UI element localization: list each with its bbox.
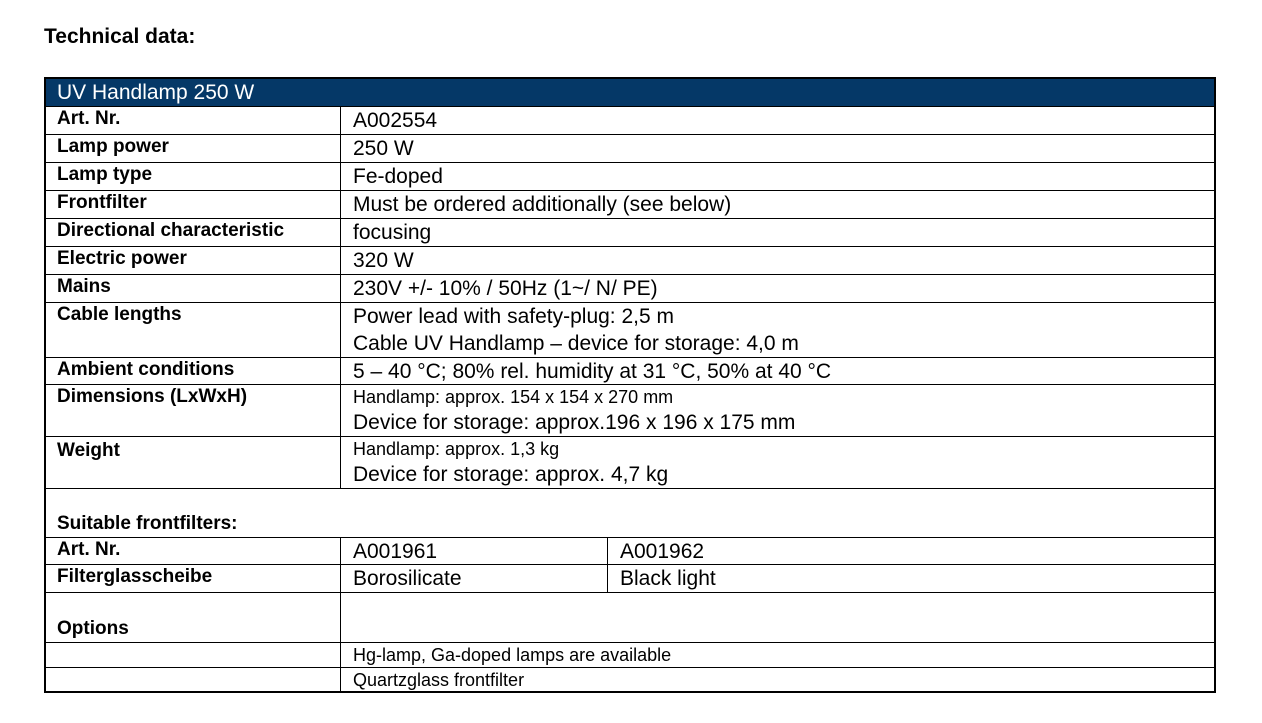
row-label: Lamp type (46, 163, 341, 190)
row-value: A001961 (341, 538, 608, 564)
table-row (46, 274, 1214, 302)
row-value: Black light (620, 567, 716, 590)
table-header: UV Handlamp 250 W (46, 79, 1214, 106)
options-label-text: Options (57, 618, 129, 639)
row-value-text: 5 – 40 °C; 80% rel. humidity at 31 °C, 50% at 40 °C (353, 360, 832, 383)
table-row (46, 436, 1214, 488)
row-value: A001962 (620, 540, 705, 563)
row-label: Dimensions (LxWxH) (46, 385, 341, 436)
row-value (341, 107, 1214, 134)
row-value (341, 593, 1214, 642)
option-item: Hg-lamp, Ga-doped lamps are available (353, 645, 672, 665)
row-value-text: Must be ordered additionally (see below) (353, 193, 732, 216)
table-row (46, 218, 1214, 246)
row-value (341, 385, 1214, 436)
table-row (46, 190, 1214, 218)
row-label: Art. Nr. (46, 538, 341, 564)
frontfilters-section-label: Suitable frontfilters: (57, 513, 238, 534)
table-row (46, 564, 1214, 592)
row-value: Borosilicate (341, 565, 608, 592)
row-label: Frontfilter (46, 191, 341, 218)
row-value-text: A002554 (353, 109, 438, 132)
options-label (46, 593, 341, 642)
row-label (46, 643, 341, 667)
row-label (46, 668, 341, 691)
frontfilters-section-row (46, 488, 1214, 537)
row-label: Art. Nr. (46, 107, 341, 134)
table-row (46, 537, 1214, 564)
row-value-text: 250 W (353, 137, 414, 160)
row-value-text: Cable UV Handlamp – device for storage: 4,0 m (353, 332, 799, 355)
table-row (46, 134, 1214, 162)
options-row (46, 592, 1214, 642)
table-row (46, 162, 1214, 190)
row-value (341, 437, 1214, 488)
row-value (341, 358, 1214, 384)
option-item: Quartzglass frontfilter (353, 670, 525, 690)
table-row (46, 667, 1214, 691)
row-value (341, 247, 1214, 274)
row-value (341, 163, 1214, 190)
row-value-text: Handlamp: approx. 1,3 kg (353, 439, 560, 459)
row-value (341, 135, 1214, 162)
table-row (46, 106, 1214, 134)
row-label: Lamp power (46, 135, 341, 162)
row-label: Directional characteristic (46, 219, 341, 246)
row-value (341, 219, 1214, 246)
technical-data-table (44, 77, 1216, 693)
row-label: Filterglasscheibe (46, 565, 341, 592)
table-row (46, 302, 1214, 357)
row-value (341, 275, 1214, 302)
row-value-text: Device for storage: approx. 4,7 kg (353, 463, 669, 486)
row-value-text: 320 W (353, 249, 414, 272)
table-row (46, 384, 1214, 436)
row-value-text: Power lead with safety-plug: 2,5 m (353, 305, 674, 328)
table-row (46, 246, 1214, 274)
row-value-text: Fe-doped (353, 165, 443, 188)
table-row (46, 642, 1214, 667)
row-label: Mains (46, 275, 341, 302)
row-label: Cable lengths (46, 303, 341, 357)
row-label: Ambient conditions (46, 358, 341, 384)
row-label: Electric power (46, 247, 341, 274)
row-value (341, 191, 1214, 218)
row-value-text: focusing (353, 221, 432, 244)
row-value-text: Device for storage: approx.196 x 196 x 175 mm (353, 411, 796, 434)
table-row (46, 357, 1214, 384)
row-label: Weight (46, 437, 341, 488)
row-value (341, 303, 1214, 357)
row-value-text: Handlamp: approx. 154 x 154 x 270 mm (353, 387, 674, 407)
page-title: Technical data: (44, 25, 196, 48)
row-value-text: 230V +/- 10% / 50Hz (1~/ N/ PE) (353, 277, 658, 300)
